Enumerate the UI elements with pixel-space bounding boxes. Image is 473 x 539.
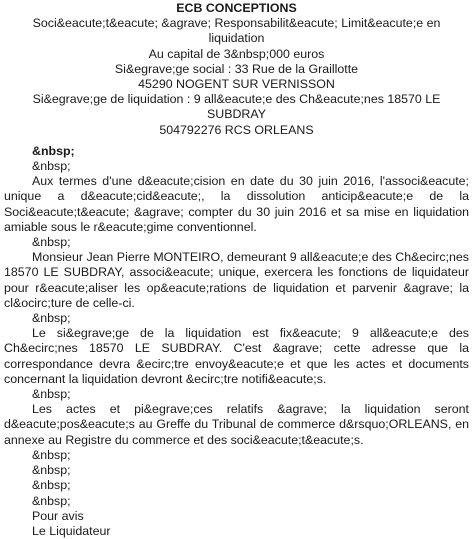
registered-city: 45290 NOGENT SUR VERNISSON — [138, 77, 335, 92]
liquidation-office: Si&egrave;ge de liquidation : 9 all&eacute;e des Ch&eacute;nes 18570 LE SUBDRAY — [32, 92, 441, 122]
spacer-8: &nbsp; — [32, 493, 71, 508]
spacer-5: &nbsp; — [32, 447, 71, 462]
spacer-7: &nbsp; — [32, 478, 71, 493]
share-capital: Au capital de 3&nbsp;000 euros — [148, 46, 325, 61]
paragraph-dissolution: Aux termes d'une d&eacute;cision en date du 30 juin 2016, l'associ&eacute; unique a d&eacute;cid&eacute;, la dissolution anticip&eacute;e de la Soci&eacute;t&eacute; &agrave; compter du 30 juin 2016 et sa mise en liquidation amiable sous le r&eacute;gime conventionnel. — [4, 174, 469, 234]
spacer-2: &nbsp; — [32, 235, 71, 250]
spacer-3: &nbsp; — [32, 311, 71, 326]
company-name: ECB CONCEPTIONS — [176, 1, 297, 15]
spacer-4: &nbsp; — [32, 387, 71, 402]
legal-form: Soci&eacute;t&eacute; &agrave; Responsabilit&eacute; Limit&eacute;e en liquidation — [32, 16, 441, 46]
registered-office: Si&egrave;ge social : 33 Rue de la Graillotte — [114, 61, 359, 76]
paragraph-filing: Les actes et pi&egrave;ces relatifs &agrave; la liquidation seront d&eacute;pos&eacute;s au Greffe du Tribunal de commerce d&rsquo;ORLEANS, en annexe au Registre du commerce et des soci&eacute;t&eacute;s. — [4, 402, 469, 447]
spacer-6: &nbsp; — [32, 463, 71, 478]
spacer-bold: &nbsp; — [32, 143, 75, 158]
signatory: Le Liquidateur — [32, 523, 111, 538]
paragraph-liquidator: Monsieur Jean Pierre MONTEIRO, demeurant 9 all&eacute;e des Ch&ecirc;nes 18570 LE SUBDRAY, associ&eacute; unique, exercera les fonctions de liquidateur pour r&eacute;aliser les op&eacute;rations de liquidation et parvenir &agrave; la cl&ocirc;ture de celle-ci. — [4, 250, 469, 310]
rcs-number: 504792276 RCS ORLEANS — [159, 122, 314, 137]
closing-formula: Pour avis — [32, 508, 84, 523]
paragraph-liquidation-office: Le si&egrave;ge de la liquidation est fix&eacute; 9 all&eacute;e des Ch&ecirc;nes 18570 LE SUBDRAY. C'est &agrave; cette adresse que la correspondance devra &ecirc;tre envoy&eacute;e et que les actes et documents concernant la liquidation devront &ecirc;tre notifi&eacute;s. — [4, 326, 469, 386]
spacer-1: &nbsp; — [32, 159, 71, 174]
